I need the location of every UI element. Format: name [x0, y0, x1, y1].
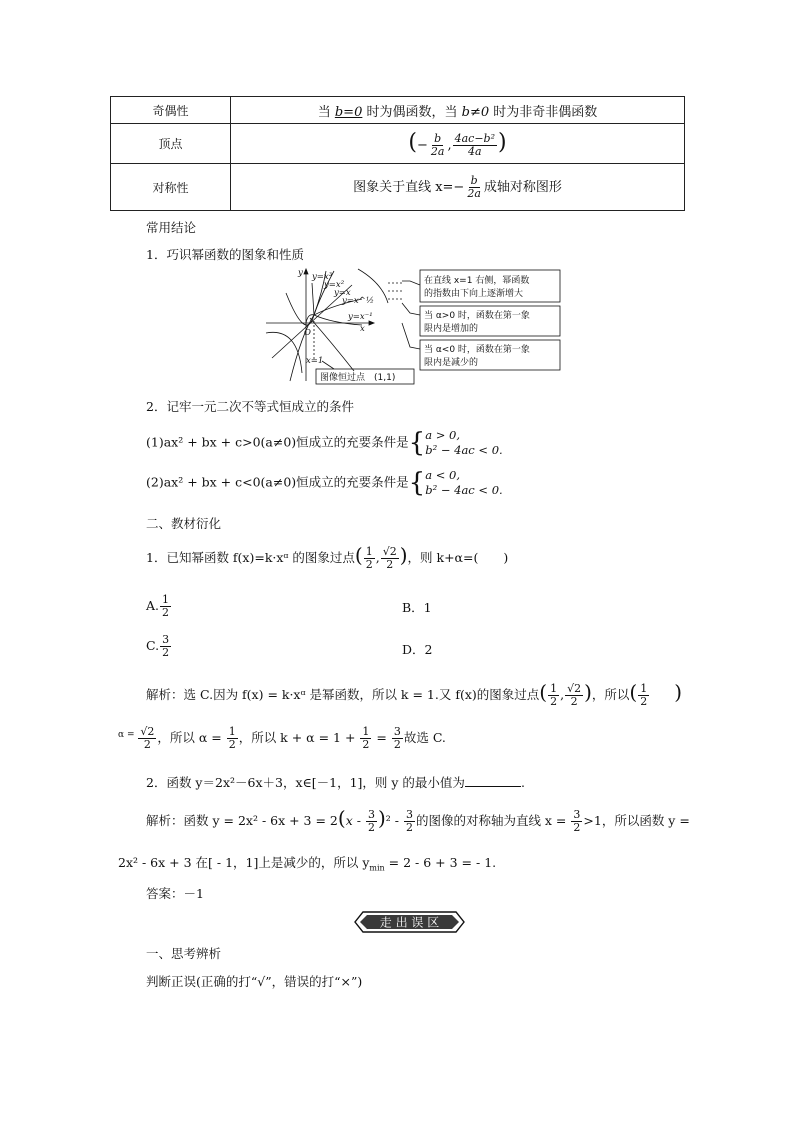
- text: 2．函数 y＝2x²－6x＋3，x∈[－1，1]，则 y 的最小值为: [146, 775, 465, 790]
- text: 时为偶函数，当: [362, 104, 462, 120]
- curve-label: y=x⁻¹: [348, 312, 373, 322]
- text: A.: [146, 598, 160, 613]
- text: 故选 C.: [403, 730, 446, 745]
- option-d[interactable]: D．2: [402, 642, 433, 657]
- option-a[interactable]: A. $\frac{1}{2}$: [146, 593, 170, 619]
- paren: (: [408, 129, 417, 155]
- solution-1-line-2: $^{\alpha =}$ $\frac{√2}{2}$ ，所以 α = $\frac{1}{2}$ ，所以 k + α = 1 + $\frac{1}{2}$ = $\frac{3}{2}$ 故选 C.: [118, 725, 446, 751]
- question-1: 1．已知幂函数 f(x)=k·xᵅ 的图象过点( $\frac{1}{2}$ , $\frac{√2}{2}$ )，则 k+α=( ): [146, 543, 509, 571]
- text: 1．已知幂函数 f(x)=k·xᵅ 的图象过点: [146, 550, 355, 565]
- text: .: [520, 775, 525, 790]
- table-row: [111, 124, 685, 164]
- text: (2)ax² + bx + c<0(a≠0)恒成立的充要条件是: [146, 474, 409, 490]
- table-value: [231, 164, 685, 211]
- box-text: 限内是增加的: [424, 324, 479, 334]
- solution-2-line-1: 解析：函数 y = 2x² - 6x + 3 = 2(x - $\frac{3}{2}$ )² - $\frac{3}{2}$ 的图像的对称轴为直线 x = $\frac{3}{2}$ >1，所以函数 y =: [146, 806, 690, 834]
- text: C.: [146, 638, 160, 653]
- section-banner: [353, 910, 466, 934]
- text: b≠0: [461, 104, 490, 120]
- table-row: [111, 97, 685, 124]
- text: 解析：函数 y = 2x² - 6x + 3 = 2: [146, 813, 338, 828]
- section-heading: 常用结论: [146, 220, 197, 235]
- box-text: 在直线 x=1 右侧，幂函数: [424, 276, 530, 286]
- text: ，所以: [591, 687, 630, 702]
- option-c[interactable]: C. $\frac{3}{2}$: [146, 633, 170, 659]
- section-heading: 一、思考辨析: [146, 946, 222, 961]
- origin-label: O: [304, 328, 311, 338]
- text: x -: [345, 813, 365, 828]
- option-b[interactable]: B．1: [402, 600, 432, 615]
- text: 成轴对称图形: [483, 179, 562, 195]
- condition-2: (2)ax² + bx + c<0(a≠0)恒成立的充要条件是{ a < 0, b² − 4ac < 0.: [146, 468, 503, 498]
- box-text: 当 α<0 时，函数在第一象: [424, 345, 530, 355]
- text: (1)ax² + bx + c>0(a≠0)恒成立的充要条件是: [146, 434, 409, 450]
- box-text: 当 α>0 时，函数在第一象: [424, 311, 530, 321]
- text: =: [372, 730, 391, 745]
- fraction: $\frac{√2}{2}$: [382, 545, 397, 571]
- x-axis-label: x: [360, 324, 365, 334]
- text: ，所以 α =: [157, 730, 226, 745]
- curve-inverse-left: [266, 332, 302, 373]
- paren: ): [498, 129, 507, 155]
- box-text: 图像恒过点 (1,1): [320, 373, 396, 383]
- curve-label: y=x: [334, 288, 351, 298]
- answer: 答案：－1: [146, 886, 204, 901]
- text: >1，所以函数 y =: [583, 813, 690, 828]
- text: ，所以 k + α = 1 +: [238, 730, 360, 745]
- answer-blank[interactable]: [465, 774, 521, 787]
- y-axis-label: y: [298, 268, 303, 278]
- table-row: [111, 164, 685, 211]
- text: α =: [118, 729, 138, 740]
- text: b² − 4ac < 0.: [425, 443, 503, 457]
- question-2: [146, 773, 525, 791]
- item-heading: 2．记牢一元二次不等式恒成立的条件: [146, 399, 354, 414]
- text: a < 0,: [425, 468, 460, 482]
- text: = 2 - 6 + 3 = - 1.: [384, 855, 497, 870]
- text: b² − 4ac < 0.: [425, 483, 503, 497]
- table-value: (− $\frac{b}{2a}$ , $\frac{\text{4ac−b²}}{4a}$ ): [231, 124, 685, 164]
- curve-label: y=x^½: [342, 296, 375, 306]
- properties-table: [110, 96, 685, 211]
- fraction: $\frac{b}{2a}$: [467, 173, 481, 200]
- banner-text: 走 出 误 区: [379, 915, 440, 930]
- item-heading: 1．巧识幂函数的图象和性质: [146, 247, 304, 262]
- table-key: 对称性: [111, 164, 231, 211]
- power-function-graph: [262, 263, 562, 385]
- box-text: 的指数由下向上逐渐增大: [424, 289, 524, 299]
- text: min: [369, 863, 385, 873]
- text: 时为非奇非偶函数: [489, 104, 598, 120]
- fraction: $\frac{1}{2}$: [365, 545, 373, 571]
- curve-label: y=x²: [324, 280, 345, 290]
- table-key: 奇偶性: [111, 97, 231, 124]
- text: a > 0,: [425, 428, 460, 442]
- table-key: 顶点: [111, 124, 231, 164]
- text: 解析：选 C.因为 f(x) = k·xᵅ 是幂函数，所以 k = 1.又 f(x)的图象过点: [146, 687, 540, 702]
- fraction: $\frac{\text{4ac−b²}}{4a}$: [454, 131, 495, 158]
- text: 2x² - 6x + 3 在[ - 1，1]上是减少的，所以 y: [118, 855, 370, 870]
- table-value: [231, 97, 685, 124]
- condition-1: (1)ax² + bx + c>0(a≠0)恒成立的充要条件是{ a > 0, b² − 4ac < 0.: [146, 428, 503, 458]
- curve-label: y=x³: [312, 272, 333, 282]
- solution-1-line-1: 解析：选 C.因为 f(x) = k·xᵅ 是幂函数，所以 k = 1.又 f(x)的图象过点( $\frac{1}{2}$ , $\frac{√2}{2}$ )，所以( $\frac{1}{2}$ ): [146, 680, 683, 708]
- section-heading: 二、教材衍化: [146, 516, 222, 531]
- instruction: 判断正误(正确的打“√”，错误的打“×”): [146, 974, 363, 989]
- solution-2-line-2: [118, 853, 496, 873]
- text: 当: [317, 104, 335, 120]
- fraction: $\frac{b}{2a}$: [430, 131, 445, 158]
- box-text: 限内是减少的: [424, 358, 479, 368]
- text: ² -: [385, 813, 403, 828]
- curve-label: x=1: [306, 356, 324, 366]
- text: 的图像的对称轴为直线 x =: [415, 813, 571, 828]
- text: 图象关于直线 x=−: [353, 179, 465, 195]
- text: ，则 k+α=( ): [407, 550, 509, 565]
- text: b=0: [334, 104, 363, 120]
